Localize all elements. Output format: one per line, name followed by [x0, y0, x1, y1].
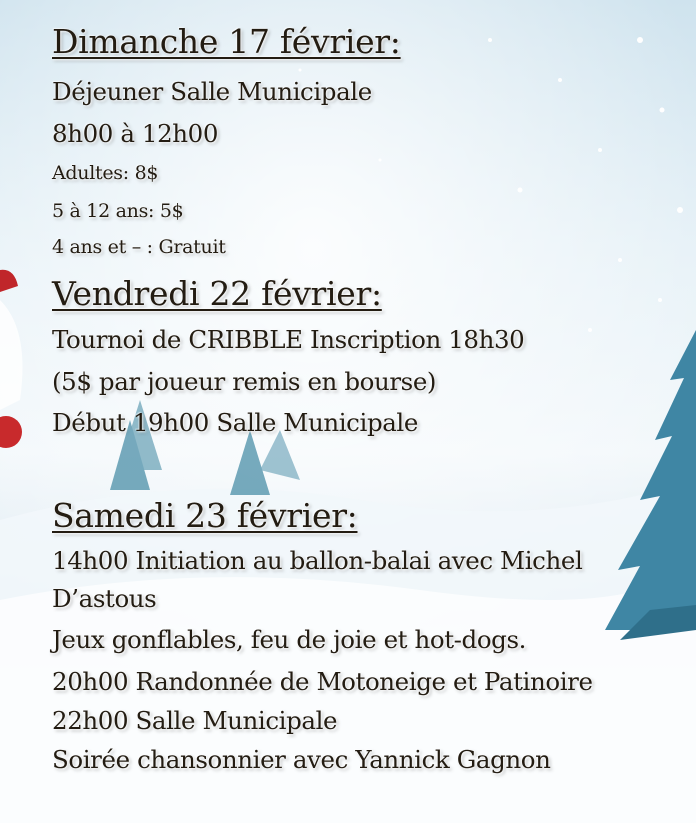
event-line: (5$ par joueur remis en bourse)	[52, 367, 437, 396]
event-line: Tournoi de CRIBBLE Inscription 18h30	[52, 325, 525, 354]
event-line: Soirée chansonnier avec Yannick Gagnon	[52, 745, 551, 774]
event-line: Adultes: 8$	[52, 162, 159, 184]
event-line: 8h00 à 12h00	[52, 119, 219, 148]
event-line: Déjeuner Salle Municipale	[52, 77, 372, 106]
event-heading-sunday: Dimanche 17 février:	[52, 22, 401, 61]
event-line: 5 à 12 ans: 5$	[52, 200, 184, 222]
event-line: D’astous	[52, 584, 157, 613]
event-line: 4 ans et – : Gratuit	[52, 236, 226, 258]
event-line: Début 19h00 Salle Municipale	[52, 408, 418, 437]
event-heading-friday: Vendredi 22 février:	[52, 274, 382, 313]
event-line: 20h00 Randonnée de Motoneige et Patinoire	[52, 667, 593, 696]
event-line: Jeux gonflables, feu de joie et hot-dogs.	[52, 625, 527, 654]
event-line: 22h00 Salle Municipale	[52, 706, 338, 735]
event-heading-saturday: Samedi 23 février:	[52, 496, 358, 535]
event-line: 14h00 Initiation au ballon-balai avec Michel	[52, 546, 583, 575]
